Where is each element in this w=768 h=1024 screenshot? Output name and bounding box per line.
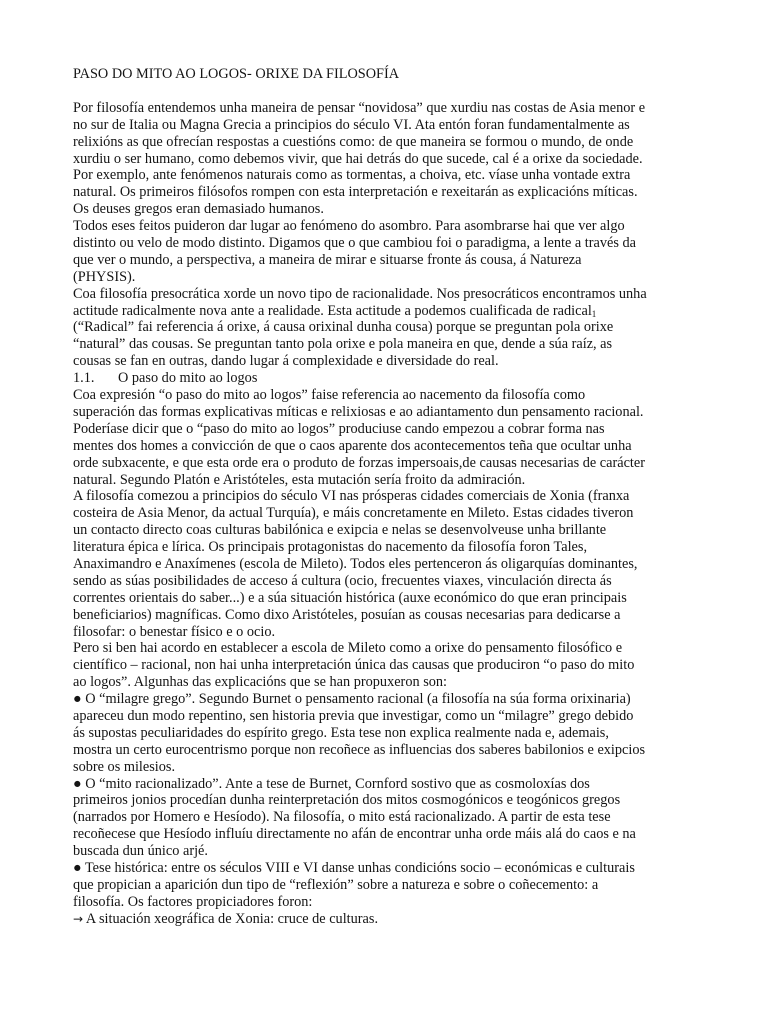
text-line: Todos eses feitos puideron dar lugar ao fenómeno do asombro. Para asombrarse hai que ver algo <box>73 218 625 235</box>
text-line: (narrados por Homero e Hesíodo). Na filosofía, o mito está racionalizado. A partir de esta tese <box>73 809 611 826</box>
text-line: natural. Segundo Platón e Aristóteles, esta mutación sería froito da admiración. <box>73 471 526 488</box>
text-line: científico – racional, non hai unha interpretación única das causas que produciron “o paso do mito <box>73 657 635 674</box>
text-line: correntes orientais do saber...) e a súa situación histórica (auxe económico do que eran principais <box>73 589 627 606</box>
text-line: beneficiarios) magníficas. Como dixo Aristóteles, posuían as cousas necesarias para dedicarse a <box>73 606 621 623</box>
arrow-right-icon: → <box>73 911 84 926</box>
text-line: xurdiu o ser humano, como debemos vivir, que hai detrás do que sucede, cal é a orixe da sociedade. <box>73 150 643 167</box>
text-line: mentes dos homes a convicción de que o caos aparente dos acontecementos teña que ocultar unha <box>73 437 632 454</box>
text-line: (“Radical” fai referencia á orixe, á causa orixinal dunha cousa) porque se preguntan pola orixe <box>73 319 614 336</box>
text-line: ao logos”. Algunhas das explicacións que se han propuxeron son: <box>73 674 448 691</box>
text-line: costeira de Asia Menor, da actual Turquía), e máis concretamente en Mileto. Estas cidades tiveron <box>73 505 634 522</box>
section-number: 1.1. <box>73 370 95 387</box>
text-line: cousas se fan en outras, dando lugar á complexidade e diversidade do real. <box>73 353 499 370</box>
text-line: Coa expresión “o paso do mito ao logos” faise referencia ao nacemento da filosofía como <box>73 387 586 404</box>
text-line: un contacto directo coas culturas babilónica e exipcia e nelas se desenvolveuse unha brillante <box>73 522 607 539</box>
text-line: primeiros jonios procedían dunha reinterpretación dos mitos cosmogónicos e teogónicos gregos <box>73 792 621 809</box>
text-line: no sur de Italia ou Magna Grecia a principios do século VI. Ata entón foran fundamentalmente as <box>73 116 630 133</box>
text-line: relixións as que ofrecían respostas a cuestións como: de que maneira se formou o mundo, de onde <box>73 133 634 150</box>
bullet-line: ● Tese histórica: entre os séculos VIII e VI danse unhas condicións socio – económicas e culturais <box>73 859 635 876</box>
arrow-item-text: A situación xeográfica de Xonia: cruce de culturas. <box>85 910 379 927</box>
document-title: PASO DO MITO AO LOGOS- ORIXE DA FILOSOFÍA <box>73 66 400 82</box>
text-line: Poderíase dicir que o “paso do mito ao logos” produciuse cando empezou a cobrar forma nas <box>73 420 605 437</box>
text-line: mostra un certo eurocentrismo porque non recoñece as influencias dos saberes babilonios e exipcios <box>73 741 646 758</box>
bullet-line: ● O “milagre grego”. Segundo Burnet o pensamento racional (a filosofía na súa forma orixinaria) <box>73 691 631 708</box>
text-line: que propician a aparición dun tipo de “reflexión” sobre a natureza e sobre o coñecemento: a <box>73 876 599 893</box>
text-line: Coa filosofía presocrática xorde un novo tipo de racionalidade. Nos presocráticos encontramos unha <box>73 285 647 302</box>
bullet-line: ● O “mito racionalizado”. Ante a tese de Burnet, Cornford sostivo que as cosmoloxías dos <box>73 775 590 792</box>
text-line: (PHYSIS). <box>73 268 136 285</box>
text-segment: actitude radicalmente nova ante a realidade. Esta actitude a podemos cualificada de radical <box>73 302 592 319</box>
text-line: natural. Os primeiros filósofos rompen con esta interpretación e rexeitarán as explicacións míticas. <box>73 184 638 201</box>
text-line: Pero si ben hai acordo en establecer a escola de Mileto como a orixe do pensamento filosófico e <box>73 640 623 657</box>
document-body <box>73 66 698 928</box>
text-line: ás supostas peculiaridades do espírito grego. Esta tese non explica realmente nada e, ademais, <box>73 724 609 741</box>
text-line: orde subxacente, e que esta orde era o produto de forzas impersoais,de causas necesarias de carácter <box>73 454 645 471</box>
paragraph-block-1 <box>73 100 698 370</box>
arrow-list-item <box>73 911 698 928</box>
text-line: literatura épica e lírica. Os principais protagonistas do nacemento da filosofía foron Tales, <box>73 539 588 556</box>
text-line: Por exemplo, ante fenómenos naturais como as tormentas, a choiva, etc. víase unha vontade extra <box>73 167 631 184</box>
text-line: filosofar: o benestar físico e o ocio. <box>73 623 276 640</box>
paragraph-block-2 <box>73 387 698 911</box>
text-line: buscada dun único arjé. <box>73 843 208 860</box>
text-line: Os deuses gregos eran demasiado humanos. <box>73 201 324 218</box>
section-heading <box>73 370 698 387</box>
text-line: “natural” das cousas. Se preguntan tanto pola orixe e pola maneira en que, dende a súa raíz, as <box>73 336 613 353</box>
text-line: sendo as súas posibilidades de acceso á cultura (ocio, frecuentes viaxes, vinculación directa ás <box>73 572 612 589</box>
text-line: sobre os milesios. <box>73 758 176 775</box>
text-line-with-footnote <box>73 303 698 320</box>
text-line: Anaximandro e Anaxímenes (escola de Mileto). Todos eles pertenceron ás oligarquías dominantes, <box>73 555 638 572</box>
text-line: apareceu dun modo repentino, sen historia previa que investigar, como un “milagre” grego debido <box>73 707 634 724</box>
text-line: A filosofía comezou a principios do século VI nas prósperas cidades comerciais de Xonia (franxa <box>73 488 630 505</box>
text-line: superación das formas explicativas míticas e relixiosas e ao adiantamento dun pensamento racional. <box>73 403 644 420</box>
text-line: distinto ou velo de modo distinto. Digamos que o que cambiou foi o paradigma, a lente a través da <box>73 235 637 252</box>
text-line: recoñecese que Hesíodo influíu directamente no afán de encontrar unha orde máis alá do caos e na <box>73 826 636 843</box>
text-line: que ver o mundo, a perspectiva, a maneira de mirar e situarse fronte ás cousa, á Natureza <box>73 251 582 268</box>
footnote-marker[interactable]: 1 <box>591 308 597 319</box>
section-title: O paso do mito ao logos <box>118 370 258 387</box>
text-line: filosofía. Os factores propiciadores foron: <box>73 893 313 910</box>
text-line: Por filosofía entendemos unha maneira de pensar “novidosa” que xurdiu nas costas de Asia menor e <box>73 99 646 116</box>
